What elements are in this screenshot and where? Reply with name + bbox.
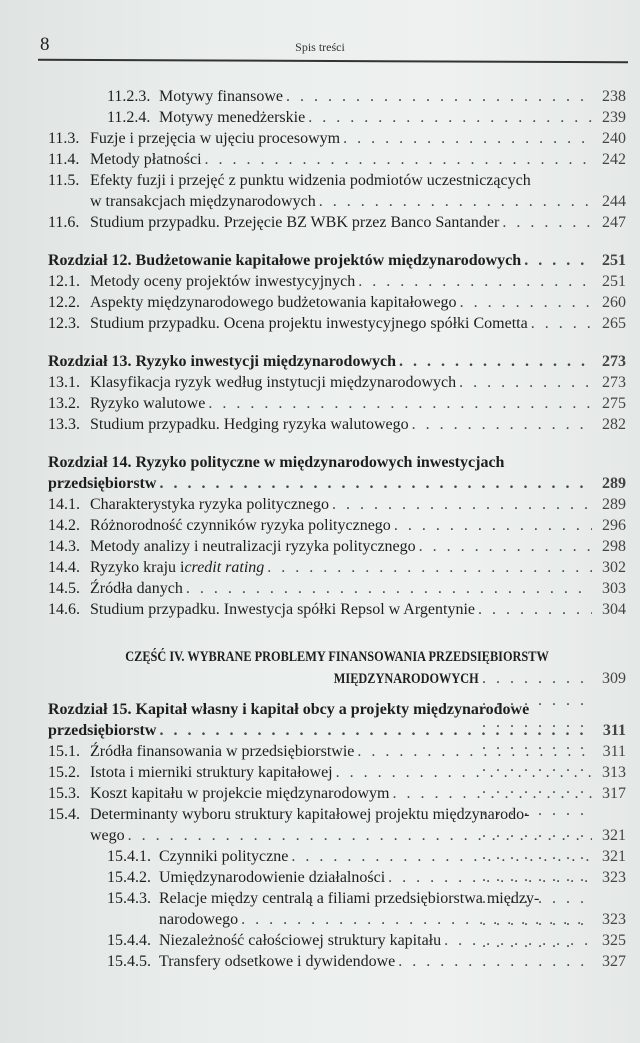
entry-number: 11.5. xyxy=(48,172,80,189)
entry-title: Rozdział 12. Budżetowanie kapitałowe projektów międzynarodowych xyxy=(48,252,522,269)
entry-title: Umiędzynarodowienie działalności xyxy=(159,869,386,886)
entry-title: Istota i mierniki struktury kapitałowej xyxy=(90,764,333,781)
toc-entry xyxy=(48,494,626,515)
toc-entry xyxy=(48,515,626,536)
leader-dots xyxy=(531,313,592,334)
toc-entry xyxy=(48,414,626,435)
entry-title: Studium przypadku. Hedging ryzyka walutowego xyxy=(90,416,409,433)
entry-title: Metody analizy i neutralizacji ryzyka politycznego xyxy=(90,538,416,555)
table-of-contents xyxy=(48,86,626,972)
entry-number: 11.3. xyxy=(48,130,80,147)
entry-number: 14.4. xyxy=(48,559,80,576)
page-ref: 313 xyxy=(602,764,626,781)
entry-title: Źródła danych xyxy=(90,580,183,597)
page-ref: 273 xyxy=(602,374,626,391)
entry-title: Rozdział 15. Kapitał własny i kapitał obcy a projekty międzynarodowe xyxy=(48,701,530,718)
page-ref: 298 xyxy=(602,538,626,555)
page-ref: 323 xyxy=(602,911,626,928)
leader-dots xyxy=(388,867,592,888)
entry-title: Aspekty międzynarodowego budżetowania kapitałowego xyxy=(90,294,457,311)
entry-title: Koszt kapitału w projekcie międzynarodowym xyxy=(90,785,390,802)
entry-title: Motywy finansowe xyxy=(159,88,283,105)
entry-title: Determinanty wyboru struktury kapitałowej projektu międzynarodo- xyxy=(90,806,530,823)
entry-number: 13.3. xyxy=(48,416,80,433)
toc-entry xyxy=(48,930,626,951)
entry-title: Różnorodność czynników ryzyka politycznego xyxy=(90,517,391,534)
page-ref: 251 xyxy=(602,252,626,269)
page-ref: 309 xyxy=(602,670,626,687)
page-ref: 296 xyxy=(602,517,626,534)
chapter-entry xyxy=(48,250,626,271)
entry-title: Czynniki polityczne xyxy=(159,848,289,865)
entry-title: Studium przypadku. Ocena projektu inwestycyjnego spółki Cometta xyxy=(90,315,528,332)
part-heading xyxy=(48,646,626,690)
toc-entry xyxy=(48,149,626,170)
chapter-entry xyxy=(48,452,626,473)
entry-number: 15.3. xyxy=(48,785,80,802)
entry-number: 14.3. xyxy=(48,538,80,555)
toc-section-part4 xyxy=(48,699,626,972)
toc-entry xyxy=(48,313,626,334)
entry-title: Studium przypadku. Inwestycja spółki Repsol w Argentynie xyxy=(90,601,475,618)
entry-title-italic: credit rating xyxy=(184,559,265,576)
page-ref: 302 xyxy=(602,559,626,576)
entry-title: Niezależność całościowej struktury kapitału xyxy=(159,932,442,949)
entry-title: w transakcjach międzynarodowych xyxy=(90,193,316,210)
page-ref: 325 xyxy=(602,932,626,949)
entry-number: 11.4. xyxy=(48,151,80,168)
chapter-entry xyxy=(48,351,626,372)
entry-number: 14.6. xyxy=(48,601,80,618)
entry-number: 14.2. xyxy=(48,517,80,534)
entry-title: Efekty fuzji i przejęć z punktu widzenia podmiotów uczestniczących xyxy=(90,172,531,189)
header-rule xyxy=(38,59,628,63)
leader-dots xyxy=(205,149,592,170)
entry-number: 15.4.4. xyxy=(107,932,151,949)
leader-dots xyxy=(392,783,592,804)
leader-dots xyxy=(412,414,592,435)
toc-entry xyxy=(48,909,626,930)
leader-dots xyxy=(241,909,592,930)
entry-title: Rozdział 13. Ryzyko inwestycji międzynarodowych xyxy=(48,353,397,370)
toc-group xyxy=(48,452,626,620)
entry-title: Studium przypadku. Przejęcie BZ WBK przez Banco Santander xyxy=(90,214,500,231)
page-ref: 304 xyxy=(602,601,626,618)
page-ref: 289 xyxy=(602,496,626,513)
toc-entry xyxy=(48,292,626,313)
part-title-row xyxy=(48,668,626,690)
running-title: Spis treści xyxy=(295,40,345,54)
leader-dots xyxy=(419,536,592,557)
page-ref: 260 xyxy=(602,294,626,311)
entry-number: 15.4.3. xyxy=(107,890,151,907)
page-ref: 240 xyxy=(602,130,626,147)
toc-entry xyxy=(48,762,626,783)
page-ref: 311 xyxy=(602,722,626,739)
toc-entry xyxy=(48,128,626,149)
page-ref: 327 xyxy=(602,953,626,970)
toc-entry xyxy=(48,557,626,578)
page-ref: 275 xyxy=(602,395,626,412)
leader-dots xyxy=(186,578,592,599)
page-ref: 303 xyxy=(602,580,626,597)
page-number: 8 xyxy=(40,34,50,55)
leader-dots xyxy=(394,515,592,536)
leader-dots xyxy=(459,372,592,393)
entry-title: narodowego xyxy=(159,911,239,928)
toc-entry xyxy=(48,951,626,972)
toc-entry xyxy=(48,393,626,414)
page-ref: 265 xyxy=(602,315,626,332)
toc-group xyxy=(48,86,626,233)
leader-dots xyxy=(444,930,592,951)
toc-entry xyxy=(48,741,626,762)
toc-section-part3 xyxy=(48,86,626,620)
entry-title: przedsiębiorstw xyxy=(48,722,157,739)
toc-entry xyxy=(48,191,626,212)
leader-dots xyxy=(308,107,592,128)
page-ref: 238 xyxy=(602,88,626,105)
toc-entry xyxy=(48,578,626,599)
toc-entry xyxy=(48,107,626,128)
toc-entry xyxy=(48,783,626,804)
entry-title: Klasyfikacja ryzyk według instytucji międzynarodowych xyxy=(90,374,457,391)
page-ref: 321 xyxy=(602,848,626,865)
toc-entry xyxy=(48,170,626,191)
chapter-entry xyxy=(48,473,626,494)
chapter-entry xyxy=(48,720,626,741)
entry-number: 11.2.3. xyxy=(107,88,151,105)
entry-title: przedsiębiorstw xyxy=(48,475,157,492)
toc-group xyxy=(48,699,626,972)
leader-dots xyxy=(336,762,592,783)
entry-title: Ryzyko kraju i xyxy=(90,559,185,576)
leader-dots xyxy=(398,951,592,972)
page-ref: 244 xyxy=(602,193,626,210)
page-ref: 323 xyxy=(602,869,626,886)
leader-dots xyxy=(478,599,592,620)
entry-title: Metody płatności xyxy=(90,151,202,168)
entry-number: 14.1. xyxy=(48,496,80,513)
leader-dots xyxy=(208,393,592,414)
leader-dots xyxy=(159,720,592,741)
page-ref: 273 xyxy=(602,353,626,370)
page-ref: 251 xyxy=(602,273,626,290)
entry-number: 12.2. xyxy=(48,294,80,311)
entry-number: 15.4.2. xyxy=(107,869,151,886)
leader-dots xyxy=(332,494,592,515)
entry-title: Metody oceny projektów inwestycyjnych xyxy=(90,273,356,290)
page-ref: 247 xyxy=(602,214,626,231)
leader-dots xyxy=(291,846,592,867)
leader-dots xyxy=(460,292,592,313)
leader-dots xyxy=(159,473,592,494)
toc-entry xyxy=(48,212,626,233)
page-ref: 317 xyxy=(602,785,626,802)
entry-title: Rozdział 14. Ryzyko polityczne w międzynarodowych inwestycjach xyxy=(48,454,505,471)
toc-entry xyxy=(48,867,626,888)
toc-entry xyxy=(48,846,626,867)
entry-title: Ryzyko walutowe xyxy=(90,395,206,412)
entry-title: Fuzje i przejęcia w ujęciu procesowym xyxy=(90,130,341,147)
leader-dots xyxy=(502,212,592,233)
leader-dots xyxy=(358,271,592,292)
toc-entry xyxy=(48,86,626,107)
toc-group xyxy=(48,250,626,334)
toc-entry xyxy=(48,372,626,393)
leader-dots xyxy=(286,86,592,107)
page-ref: 239 xyxy=(602,109,626,126)
toc-entry xyxy=(48,271,626,292)
entry-number: 11.2.4. xyxy=(107,109,151,126)
toc-group xyxy=(48,351,626,435)
part-title-line2: MIĘDZYNARODOWYCH xyxy=(334,671,479,687)
entry-title: Źródła finansowania w przedsiębiorstwie xyxy=(90,743,355,760)
entry-number: 15.4.1. xyxy=(107,848,151,865)
entry-number: 12.1. xyxy=(48,273,80,290)
entry-number: 11.6. xyxy=(48,214,80,231)
entry-number: 13.1. xyxy=(48,374,80,391)
entry-number: 15.4. xyxy=(48,806,80,823)
entry-number: 15.1. xyxy=(48,743,80,760)
leader-dots xyxy=(399,351,592,372)
page-ref: 289 xyxy=(602,475,626,492)
leader-dots xyxy=(267,557,592,578)
entry-title: wego xyxy=(90,827,125,844)
toc-entry xyxy=(48,599,626,620)
toc-entry xyxy=(48,536,626,557)
leader-dots xyxy=(128,825,592,846)
page-ref: 242 xyxy=(602,151,626,168)
toc-entry xyxy=(48,825,626,846)
leader-dots xyxy=(343,128,592,149)
entry-number: 15.2. xyxy=(48,764,80,781)
page-ref: 321 xyxy=(602,827,626,844)
entry-title: Transfery odsetkowe i dywidendowe xyxy=(159,953,396,970)
part-title-line1: CZĘŚĆ IV. WYBRANE PROBLEMY FINANSOWANIA PRZEDSIĘBIORSTW xyxy=(125,649,549,665)
entry-number: 14.5. xyxy=(48,580,80,597)
entry-number: 15.4.5. xyxy=(107,953,151,970)
leader-dots xyxy=(319,191,592,212)
entry-number: 12.3. xyxy=(48,315,80,332)
entry-title: Charakterystyka ryzyka politycznego xyxy=(90,496,330,513)
entry-number: 13.2. xyxy=(48,395,80,412)
entry-title: Relacje między centralą a filiami przedsiębiorstwa między- xyxy=(159,890,540,907)
page-ref: 311 xyxy=(602,743,626,760)
entry-title: Motywy menedżerskie xyxy=(159,109,306,126)
page-ref: 282 xyxy=(602,416,626,433)
leader-dots xyxy=(524,250,592,271)
leader-dots xyxy=(357,741,592,762)
